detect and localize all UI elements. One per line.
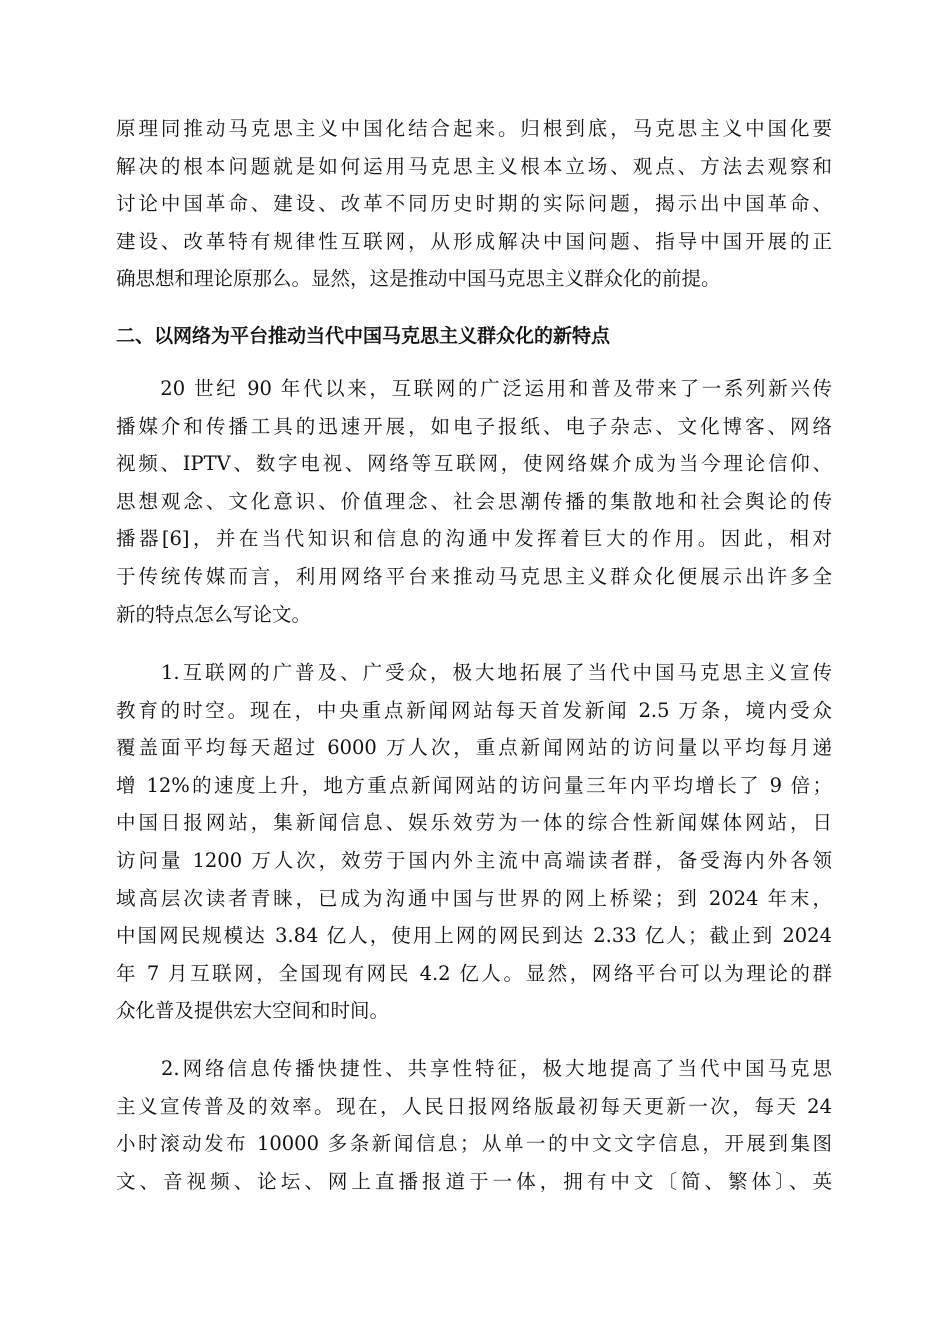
text-line: 主义宣传普及的效率。现在，人民日报网络版最初每天更新一次，每天 24 (116, 1094, 832, 1118)
text-line: 年 7 月互联网，全国现有网民 4.2 亿人。显然，网络平台可以为理论的群 (116, 961, 832, 985)
text-line: 播器[6]，并在当代知识和信息的沟通中发挥着巨大的作用。因此，相对 (116, 527, 832, 551)
text-line: 播媒介和传播工具的迅速开展，如电子报纸、电子杂志、文化博客、网络 (116, 414, 832, 438)
text-line: 增 12%的速度上升，地方重点新闻网站的访问量三年内平均增长了 9 倍； (116, 773, 832, 797)
section-heading: 二、以网络为平台推动当代中国马克思主义群众化的新特点 (116, 325, 611, 347)
text-line: 教育的时空。现在，中央重点新闻网站每天首发新闻 2.5 万条，境内受众 (116, 698, 832, 722)
text-line: 众化普及提供宏大空间和时间。 (116, 999, 390, 1023)
text-line: 访问量 1200 万人次，效劳于国内外主流中高端读者群，备受海内外各领 (116, 848, 832, 872)
text-line: 新的特点怎么写论文。 (116, 602, 312, 626)
text-line: 中国网民规模达 3.84 亿人，使用上网的网民到达 2.33 亿人；截止到 2024 (116, 924, 832, 948)
text-line: 中国日报网站，集新闻信息、娱乐效劳为一体的综合性新闻媒体网站，日 (116, 811, 832, 835)
text-line: 解决的根本问题就是如何运用马克思主义根本立场、观点、方法去观察和 (116, 154, 832, 178)
text-line: 视频、IPTV、数字电视、网络等互联网，使网络媒介成为当今理论信仰、 (116, 452, 832, 476)
text-line: 2.网络信息传播快捷性、共享性特征，极大地提高了当代中国马克思 (116, 1057, 832, 1080)
paragraph-point-2 (116, 1050, 832, 1200)
paragraph-internet-media (116, 370, 832, 633)
text-line: 小时滚动发布 10000 多条新闻信息；从单一的中文文字信息，开展到集图 (116, 1132, 832, 1156)
paragraph-intro-continuation (116, 110, 832, 298)
text-line: 讨论中国革命、建设、改革不同历史时期的实际问题，揭示出中国革命、 (116, 192, 832, 216)
text-line: 20 世纪 90 年代以来，互联网的广泛运用和普及带来了一系列新兴传 (116, 377, 832, 400)
paragraph-point-1 (116, 654, 832, 1030)
text-line: 思想观念、文化意识、价值理念、社会思潮传播的集散地和社会舆论的传 (116, 489, 832, 513)
text-line: 文、音视频、论坛、网上直播报道于一体，拥有中文〔简、繁体〕、英 (116, 1169, 832, 1193)
text-line: 于传统传媒而言，利用网络平台来推动马克思主义群众化便展示出许多全 (116, 564, 832, 588)
text-line: 域高层次读者青睐，已成为沟通中国与世界的网上桥梁；到 2024 年末， (116, 886, 832, 910)
text-line: 覆盖面平均每天超过 6000 万人次，重点新闻网站的访问量以平均每月递 (116, 736, 832, 760)
text-line: 确思想和理论原那么。显然，这是推动中国马克思主义群众化的前提。 (116, 267, 721, 291)
text-line: 原理同推动马克思主义中国化结合起来。归根到底，马克思主义中国化要 (116, 117, 832, 140)
text-line: 1.互联网的广普及、广受众，极大地拓展了当代中国马克思主义宣传 (116, 661, 832, 684)
text-line: 建设、改革特有规律性互联网，从形成解决中国问题、指导中国开展的正 (116, 229, 832, 253)
